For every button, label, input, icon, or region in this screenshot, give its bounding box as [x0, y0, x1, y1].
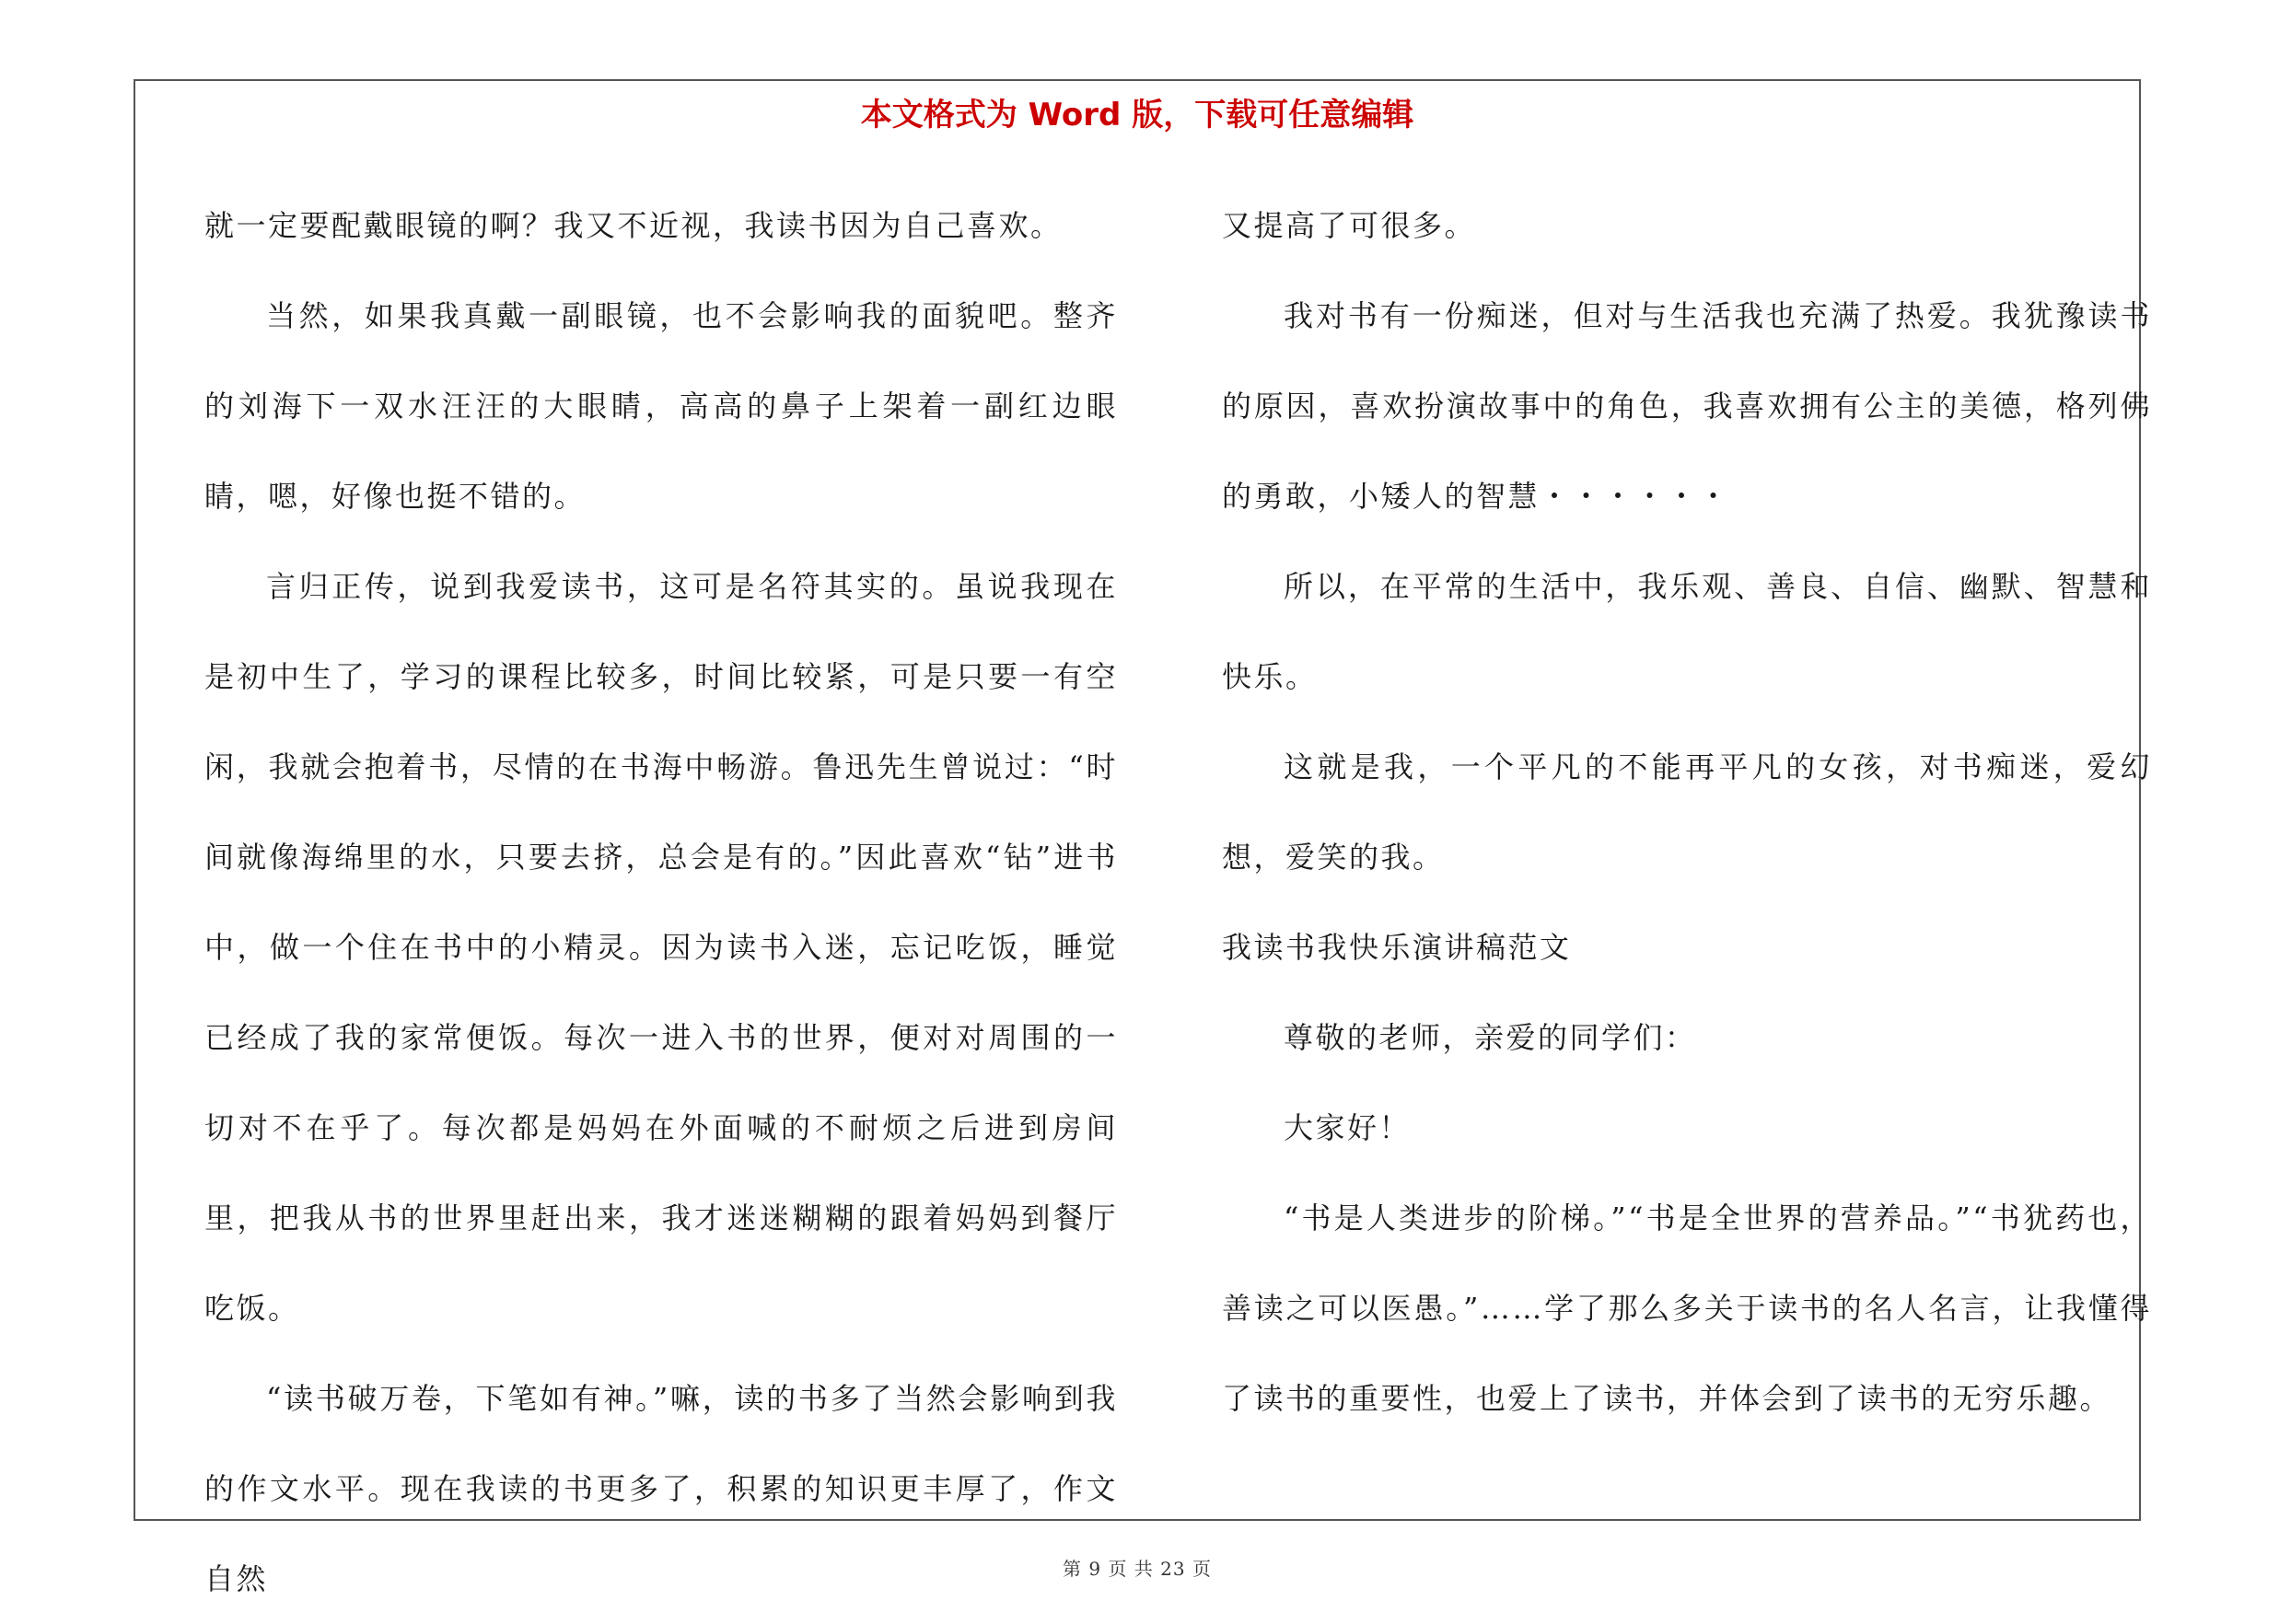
right-paragraph-1: 又提高了可很多。: [1222, 208, 1477, 243]
page-number: 第 9 页 共 23 页: [1063, 1558, 1212, 1580]
section-title: 我读书我快乐演讲稿范文: [1222, 930, 1572, 965]
left-paragraph-4: “读书破万卷，下笔如有神。”嘛，读的书多了当然会影响到我的作文水平。现在我读的书更多了，积累的知识更丰厚了，作文自然: [204, 1381, 1118, 1596]
right-paragraph-2: 我对书有一份痴迷，但对与生活我也充满了热爱。我犹豫读书的原因，喜欢扮演故事中的角色，我喜欢拥有公主的美德，格列佛的勇敢，小矮人的智慧・・・・・・: [1222, 298, 2152, 514]
header-banner: 本文格式为 Word 版，下载可任意编辑: [860, 97, 1414, 133]
left-paragraph-2: 当然，如果我真戴一副眼镜，也不会影响我的面貌吧。整齐的刘海下一双水汪汪的大眼睛，高高的鼻子上架着一副红边眼睛，嗯，好像也挺不错的。: [204, 298, 1118, 514]
greeting-hello: 大家好！: [1284, 1110, 1412, 1145]
right-paragraph-3: 所以，在平常的生活中，我乐观、善良、自信、幽默、智慧和快乐。: [1222, 569, 2152, 694]
right-column: [1222, 180, 2152, 1444]
right-paragraph-4: 这就是我，一个平凡的不能再平凡的女孩，对书痴迷，爱幻想，爱笑的我。: [1222, 749, 2152, 875]
left-column: [204, 180, 1118, 1624]
left-paragraph-1: 就一定要配戴眼镜的啊？我又不近视，我读书因为自己喜欢。: [204, 208, 1063, 243]
greeting-salutation: 尊敬的老师，亲爱的同学们：: [1284, 1020, 1697, 1055]
left-paragraph-3: 言归正传，说到我爱读书，这可是名符其实的。虽说我现在是初中生了，学习的课程比较多，时间比较紧，可是只要一有空闲，我就会抱着书，尽情的在书海中畅游。鲁迅先生曾说过：“时间就像海绵里的水，只要去挤，总会是有的。”因此喜欢“钻”进书中，做一个住在书中的小精灵。因为读书入迷，忘记吃饭，睡觉已经成了我的家常便饭。每次一进入书的世界，便对对周围的一切对不在乎了。每次都是妈妈在外面喊的不耐烦之后进到房间里，把我从书的世界里赶出来，我才迷迷糊糊的跟着妈妈到餐厅吃饭。: [204, 569, 1118, 1326]
right-paragraph-quotes: “书是人类进步的阶梯。”“书是全世界的营养品。”“书犹药也，善读之可以医愚。”……学了那么多关于读书的名人名言，让我懂得了读书的重要性，也爱上了读书，并体会到了读书的无穷乐趣。: [1222, 1201, 2152, 1416]
